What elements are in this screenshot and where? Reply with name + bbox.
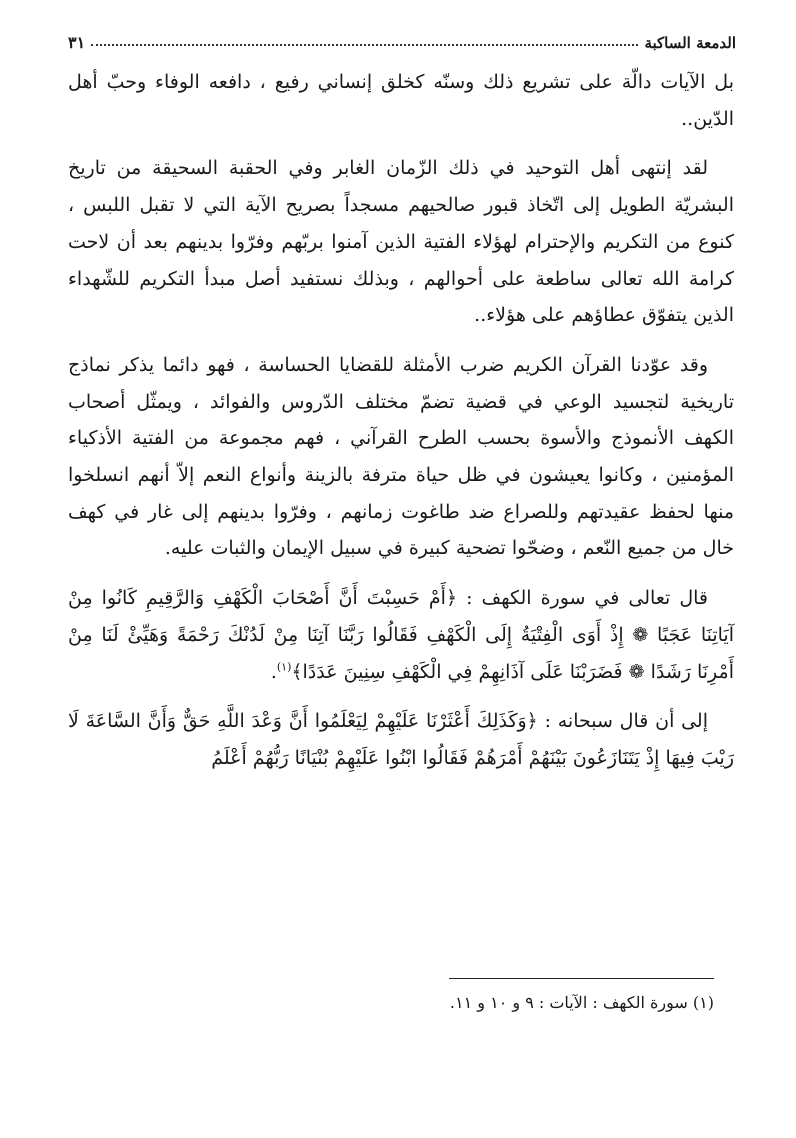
page-number: ٣١ — [68, 33, 86, 52]
quote-intro: قال تعالى في سورة الكهف : — [466, 587, 708, 610]
footnote-divider — [449, 978, 714, 979]
paragraph-1: بل الآيات دالّة على تشريع ذلك وسنّه كخلق إنساني رفيع ، دافعه الوفاء وحبّ أهل الدّين.. — [68, 71, 734, 130]
paragraph-5 — [68, 703, 734, 776]
quote-intro-2: إلى أن قال سبحانه : — [544, 710, 709, 733]
footnote-ref: (١) — [276, 660, 292, 674]
quran-quote-2: ﴿وَكَذَلِكَ أَعْثَرْنَا عَلَيْهِمْ لِيَعْلَمُوا أَنَّ وَعْدَ اللَّهِ حَقٌّ وَأَنَّ السَّاعَةَ لَا رَيْبَ فِيهَا إِذْ يَتَنَازَعُونَ بَيْنَهُمْ أَمْرَهُمْ فَقَالُوا ابْنُوا عَلَيْهِمْ بُنْيَانًا رَبُّهُمْ أَعْلَمُ — [68, 710, 734, 769]
quote-end: . — [270, 660, 277, 683]
footnote: (١) سورة الكهف : الآيات : ٩ و ١٠ و ١١. — [449, 993, 714, 1012]
paragraph-3: وقد عوّدنا القرآن الكريم ضرب الأمثلة للقضايا الحساسة ، فهو دائما يذكر نماذج تاريخية لتجسيد الوعي في قضية تضمّ مختلف الدّروس والفوائد ، ويمثّل أصحاب الكهف الأنموذج والأسوة بحسب الطرح القرآني ، فهم مجموعة من الفتية الأذكياء المؤمنين ، وكانوا يعيشون في ظل حياة مترفة بالزينة وأنواع النعم إلاّ أنهم انسلخوا منها لحفظ عقيدتهم وللصراع ضد طاغوت زمانهم ، وفرّوا بدينهم إلى غار في كهف خال من جميع النّعم ، وضحّوا تضحية كبيرة في سبيل الإيمان والثبات عليه. — [68, 353, 734, 560]
main-text — [68, 64, 734, 790]
header-dotted-leader — [91, 44, 638, 46]
paragraph-4 — [68, 580, 734, 690]
book-title: الدمعة الساكبة — [644, 34, 736, 52]
paragraph-2: لقد إنتهى أهل التوحيد في ذلك الزّمان الغابر وفي الحقبة السحيقة من تاريخ البشريّة الطويل إلى اتّخاذ قبور صالحيهم مسجداً بصريح الآية التي لا تقبل اللبس ، كنوع من التكريم والإحترام لهؤلاء الفتية الذين آمنوا بربّهم وفرّوا بدينهم بعد أن لاحت كرامة الله تعالى ساطعة على أحوالهم ، وبذلك نستفيد أصل مبدأ التكريم للشّهداء الذين يتفوّق عطاؤهم على هؤلاء.. — [68, 157, 734, 327]
running-header — [68, 26, 736, 52]
quran-quote: ﴿أَمْ حَسِبْتَ أَنَّ أَصْحَابَ الْكَهْفِ وَالرَّقِيمِ كَانُوا مِنْ آيَاتِنَا عَجَبًا ❁ إِذْ أَوَى الْفِتْيَةُ إِلَى الْكَهْفِ فَقَالُوا رَبَّنَا آتِنَا مِنْ لَدُنْكَ رَحْمَةً وَهَيِّئْ لَنَا مِنْ أَمْرِنَا رَشَدًا ❁ فَضَرَبْنَا عَلَى آذَانِهِمْ فِي الْكَهْفِ سِنِينَ عَدَدًا﴾ — [68, 587, 734, 683]
